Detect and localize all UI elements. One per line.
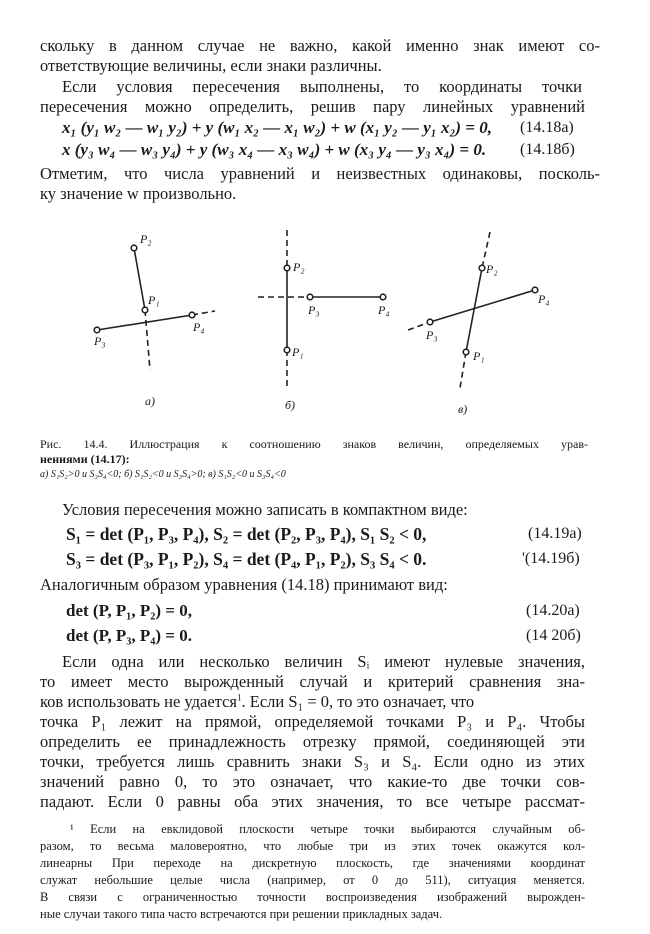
panel-b-diagram bbox=[258, 230, 386, 390]
footnote-line: разом, то весьма маловероятно, что любые три из этих точек окажутся кол- bbox=[40, 839, 585, 853]
footnote-line: служат небольшие целые числа (например, от 0 до 511), ситуация меняется. bbox=[40, 873, 585, 887]
paragraph-line: определить ее принадлежность отрезку прямой, соединяющей эти bbox=[40, 732, 585, 751]
panel-label: в) bbox=[458, 402, 468, 416]
paragraph-line: пересечения можно определить, решив пару линейных уравнений bbox=[40, 97, 585, 116]
point-label: P₂ bbox=[140, 232, 152, 246]
point-label: P₃ bbox=[94, 334, 106, 348]
equation-number: (14.19а) bbox=[528, 525, 582, 542]
footnote-line: В связи с ограниченностью точности воспроизведения изображений вырожден- bbox=[40, 890, 585, 904]
point-label: P₁ bbox=[148, 293, 160, 307]
point-label: P₁ bbox=[292, 345, 304, 359]
equation-number: (14.18б) bbox=[520, 141, 575, 158]
equation-number: '(14.19б) bbox=[522, 550, 580, 567]
paragraph-line: то имеет место вырожденный случай и критерий сравнения зна- bbox=[40, 672, 585, 691]
paragraph-line: ответствующие величины, если знаки различны. bbox=[40, 56, 382, 75]
equation-number: (14.20а) bbox=[526, 602, 580, 619]
figure-caption: нениями (14.17): bbox=[40, 452, 130, 466]
panel-c-diagram bbox=[408, 232, 538, 388]
panel-label: б) bbox=[285, 398, 296, 412]
paragraph-line: точки, требуется лишь сравнить знаки S₃ и S₄. Если одно из этих bbox=[40, 752, 585, 771]
point-label: P₄ bbox=[538, 292, 550, 306]
point-label: P₄ bbox=[193, 320, 205, 334]
paragraph-line bbox=[40, 692, 585, 712]
equation-14-20a: det (P, P₁, P₂) = 0, bbox=[66, 601, 192, 620]
point-label: P₂ bbox=[293, 260, 305, 274]
point-label: P₄ bbox=[378, 303, 390, 317]
paragraph-line: точка P₁ лежит на прямой, определяемой точками P₃ и P₄. Чтобы bbox=[40, 712, 585, 731]
paragraph-line: ку значение w произвольно. bbox=[40, 184, 237, 203]
equation-14-20b: det (P, P₃, P₄) = 0. bbox=[66, 626, 192, 645]
paragraph-line: Если условия пересечения выполнены, то координаты точки bbox=[62, 77, 582, 96]
footnote-line: ¹ Если на евклидовой плоскости четыре точки выбираются случайным об- bbox=[70, 822, 585, 836]
paragraph-line: Условия пересечения можно записать в компактном виде: bbox=[62, 500, 468, 519]
figure-caption: Рис. 14.4. Иллюстрация к соотношению знаков величин, определяемых урав- bbox=[40, 437, 588, 451]
panel-label: а) bbox=[145, 394, 155, 408]
paragraph-line: скольку в данном случае не важно, какой именно знак имеют со- bbox=[40, 36, 600, 55]
paragraph-line: Отметим, что числа уравнений и неизвестных одинаковы, посколь- bbox=[40, 164, 600, 183]
point-label: P₂ bbox=[486, 262, 498, 276]
equation-number: (14 20б) bbox=[526, 627, 581, 644]
paragraph-line: значений равно 0, то это означает, что какие-то две точки сов- bbox=[40, 772, 585, 791]
equation-14-19a: S₁ = det (P₁, P₃, P₄), S₂ = det (P₂, P₃, P₄), S₁ S₂ < 0, bbox=[66, 524, 427, 544]
equation-14-18b: x (y₃ w₄ — w₃ y₄) + y (w₃ x₄ — x₃ w₄) + w (x₃ y₄ — y₃ x₄) = 0. bbox=[62, 140, 487, 159]
footnote-marker: 1 bbox=[236, 692, 242, 703]
paragraph-line: Аналогичным образом уравнения (14.18) принимают вид: bbox=[40, 575, 448, 594]
equation-14-19b: S₃ = det (P₃, P₁, P₂), S₄ = det (P₄, P₁, P₂), S₃ S₄ < 0. bbox=[66, 549, 427, 569]
text-span: . Если S₁ = 0, то это означает, что bbox=[241, 692, 475, 711]
text-span: ков использовать не удается bbox=[40, 692, 237, 711]
figure-caption-conditions: а) S₁S₂>0 и S₃S₄<0; б) S₁S₂<0 и S₃S₄>0; в) S₁S₂<0 и S₃S₄<0 bbox=[40, 469, 286, 480]
point-label: P₃ bbox=[308, 303, 320, 317]
equation-14-18a: x₁ (y₁ w₂ — w₁ y₂) + y (w₁ x₂ — x₁ w₂) + w (x₁ y₂ — y₁ x₂) = 0, bbox=[62, 118, 492, 137]
paragraph-line: Если одна или несколько величин Sᵢ имеют нулевые значения, bbox=[62, 652, 585, 671]
equation-number: (14.18а) bbox=[520, 119, 574, 136]
paragraph-line: падают. Если 0 равны оба этих значения, то все четыре рассмат- bbox=[40, 792, 585, 811]
point-label: P₃ bbox=[426, 328, 438, 342]
point-label: P₁ bbox=[473, 349, 485, 363]
footnote-line: ные случаи такого типа часто встречаются при решении прикладных задач. bbox=[40, 907, 443, 921]
footnote-line: линеарны При переходе на дискретную плоскость, где значениями координат bbox=[40, 856, 585, 870]
